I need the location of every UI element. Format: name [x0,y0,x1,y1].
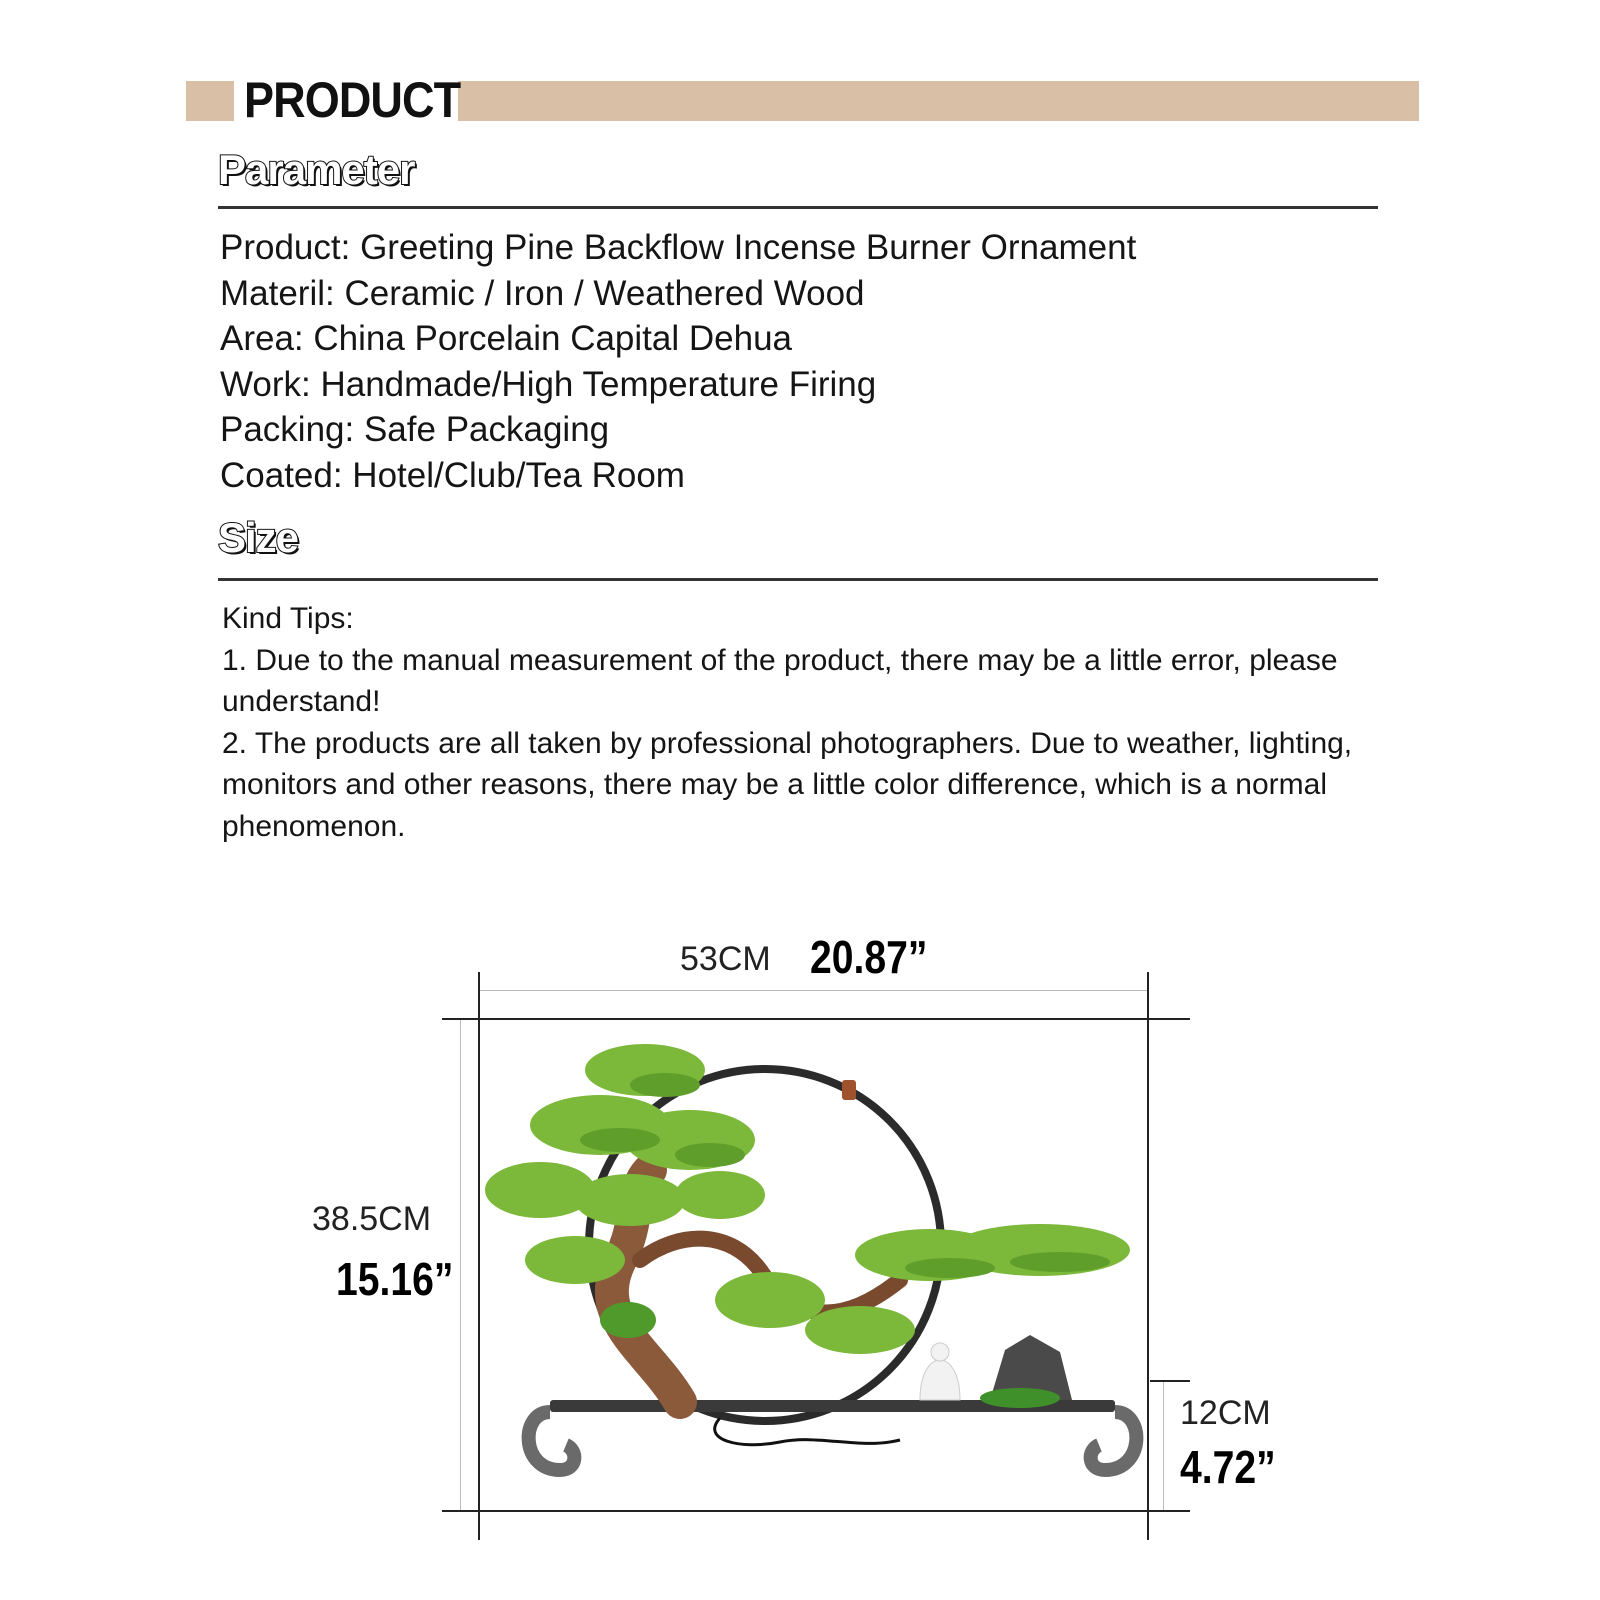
base-measure-tick [1150,1380,1190,1382]
pine-bonsai-illustration [480,1030,1148,1510]
buddha-figurine [920,1343,960,1400]
header-band-right [458,81,1419,121]
base-in-label: 4.72” [1180,1441,1276,1493]
width-measure-line [480,990,1147,991]
tip-2: 2. The products are all taken by professional photographers. Due to weather, lighting, monitors and other reasons, there may be a little color difference, which is a normal phenomenon. [222,726,1353,843]
parameter-heading: Parameter [218,146,415,193]
pine-foliage [485,1044,1130,1354]
tip-1: 1. Due to the manual measurement of the product, there may be a little error, please understand! [222,643,1338,718]
param-packing: Packing: Safe Packaging [220,410,610,449]
size-divider [218,578,1378,581]
param-work: Work: Handmade/High Temperature Firing [220,364,877,404]
base-measure-line [1163,1380,1164,1510]
base-cm-label: 12CM [1180,1394,1271,1432]
param-product: Product: Greeting Pine Backflow Incense Burner Ornament [220,228,1137,267]
header-band-left [186,81,234,121]
height-in-label: 15.16” [336,1253,454,1305]
size-heading: Size [218,514,299,561]
width-cm-label: 53CM [680,940,771,978]
width-in-label: 20.87” [810,931,928,983]
page-title: PRODUCT [244,72,461,128]
param-coated: Coated: Hotel/Club/Tea Room [220,455,685,495]
base-tray [529,1400,1137,1470]
parameter-list [220,225,1136,498]
height-cm-label: 38.5CM [312,1200,432,1238]
kind-tips [222,598,1402,847]
param-material: Materil: Ceramic / Iron / Weathered Wood [220,273,865,313]
rock [980,1335,1072,1408]
parameter-divider [218,206,1378,209]
param-area: Area: China Porcelain Capital Dehua [220,319,792,358]
dim-line-top-horizontal [442,1018,1190,1020]
tips-heading: Kind Tips: [222,602,354,635]
dim-line-bottom-horizontal [442,1510,1190,1512]
height-measure-line [460,1020,461,1510]
